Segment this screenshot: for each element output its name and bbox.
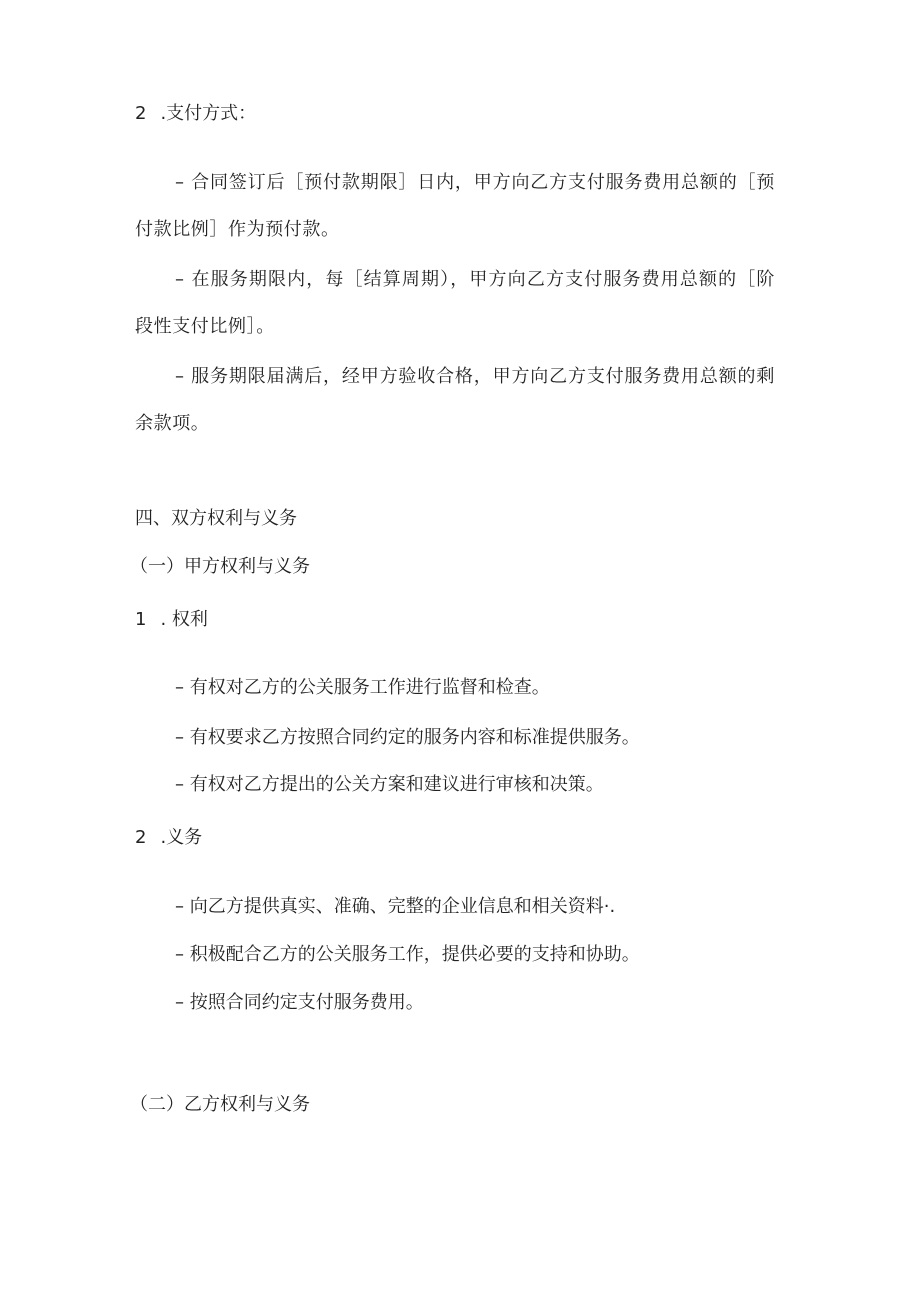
rights-heading-title: . 权利	[160, 609, 208, 630]
duties-item-cooperate: – 积极配合乙方的公关服务工作，提供必要的支持和协助。	[175, 944, 640, 965]
payment-heading-number: 2	[135, 103, 147, 124]
rights-item-require: – 有权要求乙方按照合同约定的服务内容和标准提供服务。	[175, 727, 640, 748]
payment-item-final: – 服务期限届满后，经甲方验收合格，甲方向乙方支付服务费用总额的剩余款项。	[135, 366, 775, 434]
section4-heading: 四、双方权利与义务	[135, 508, 297, 529]
payment-heading	[135, 100, 256, 128]
rights-item-supervise: – 有权对乙方的公关服务工作进行监督和检查。	[175, 677, 550, 698]
rights-heading	[135, 606, 208, 634]
rights-item-review: – 有权对乙方提出的公关方案和建议进行审核和决策。	[175, 774, 604, 795]
duties-item-info: – 向乙方提供真实、准确、完整的企业信息和相关资料·.	[175, 896, 616, 917]
partyB-heading: （二）乙方权利与义务	[130, 1094, 310, 1115]
payment-item-periodic: – 在服务期限内，每［结算周期），甲方向乙方支付服务费用总额的［阶段性支付比例］。	[135, 269, 775, 337]
duties-item-pay: – 按照合同约定支付服务费用。	[175, 992, 424, 1013]
rights-heading-number: 1	[135, 609, 147, 630]
duties-heading-title: .义务	[160, 827, 203, 848]
duties-heading	[135, 824, 202, 852]
partyA-heading: （一）甲方权利与义务	[130, 556, 310, 577]
duties-heading-number: 2	[135, 827, 147, 848]
payment-item-advance: – 合同签订后［预付款期限］日内，甲方向乙方支付服务费用总额的［预付款比例］作为预付款。	[135, 172, 775, 240]
payment-heading-title: .支付方式：	[160, 103, 257, 124]
